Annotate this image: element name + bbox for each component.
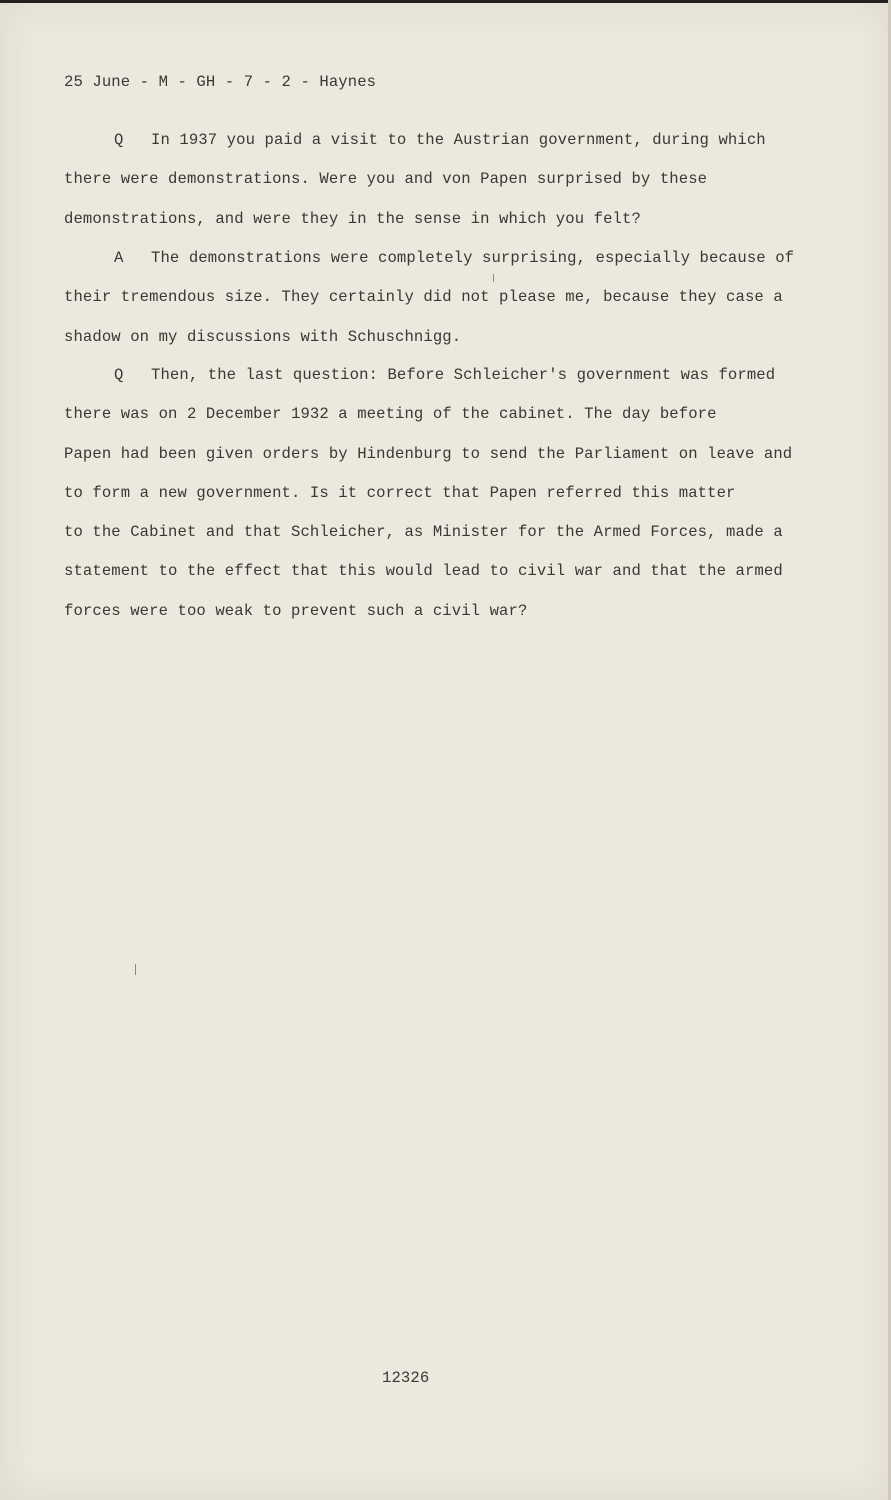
stray-pen-mark [493, 274, 494, 282]
line-text: Then, the last question: Before Schleicher's government was formed [151, 366, 776, 384]
line-text: In 1937 you paid a visit to the Austrian government, during which [151, 131, 766, 149]
text-line: statement to the effect that this would lead to civil war and that the armed [64, 562, 783, 581]
text-line: to the Cabinet and that Schleicher, as Minister for the Armed Forces, made a [64, 523, 783, 542]
text-line [64, 365, 824, 404]
text-line [64, 130, 824, 169]
text-line: to form a new government. Is it correct that Papen referred this matter [64, 483, 736, 502]
question-block-1 [64, 130, 824, 248]
text-line: there was on 2 December 1932 a meeting of the cabinet. The day before [64, 405, 717, 424]
qa-marker: A [114, 249, 124, 267]
text-line: forces were too weak to prevent such a civil war? [64, 601, 528, 620]
text-line: there were demonstrations. Were you and von Papen surprised by these [64, 170, 708, 189]
qa-marker: Q [114, 366, 124, 384]
text-line: shadow on my discussions with Schuschnigg. [64, 327, 462, 346]
page-number: 12326 [382, 1369, 430, 1387]
line-text: The demonstrations were completely surprising, especially because of [151, 249, 795, 267]
page-top-edge [0, 0, 891, 3]
question-block-2 [64, 365, 824, 640]
text-line: their tremendous size. They certainly did not please me, because they case a [64, 288, 783, 307]
answer-block-1 [64, 248, 824, 366]
qa-marker: Q [114, 131, 124, 149]
text-line [64, 248, 824, 287]
text-line: Papen had been given orders by Hindenburg to send the Parliament on leave and [64, 444, 793, 463]
stray-pen-mark [135, 964, 136, 975]
text-line: demonstrations, and were they in the sense in which you felt? [64, 209, 641, 228]
document-header: 25 June - M - GH - 7 - 2 - Haynes [64, 73, 377, 91]
